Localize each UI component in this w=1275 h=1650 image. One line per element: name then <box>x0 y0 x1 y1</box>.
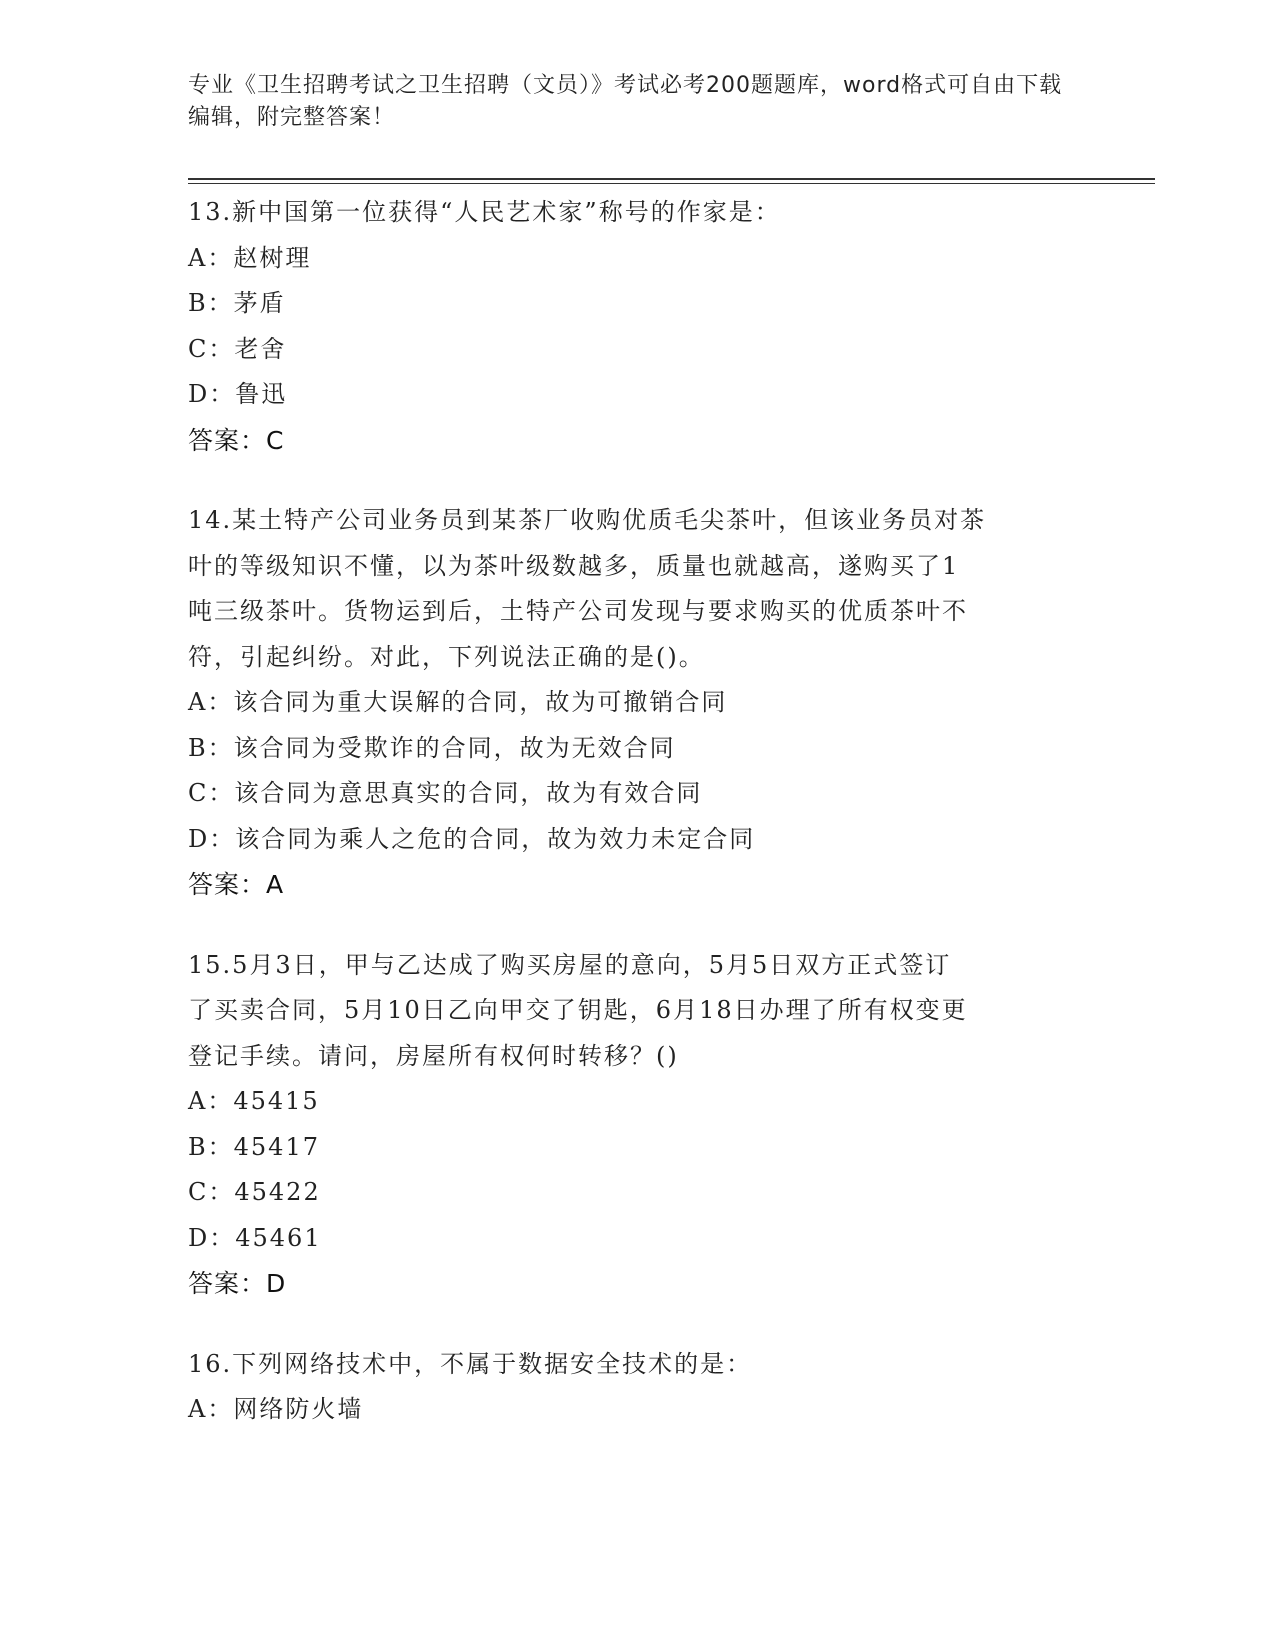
question-15 <box>188 943 1088 1307</box>
option-d: D：鲁迅 <box>188 380 288 408</box>
option-b: B：该合同为受欺诈的合同，故为无效合同 <box>188 733 676 762</box>
option-b: B：茅盾 <box>188 289 286 317</box>
option-a: A：该合同为重大误解的合同，故为可撤销合同 <box>188 688 728 716</box>
document-header: 专业《卫生招聘考试之卫生招聘（文员）》考试必考200题题库，word格式可自由下载编辑，附完整答案！ <box>188 73 1063 130</box>
answer-line: 答案：C <box>188 425 285 455</box>
question-16 <box>188 1342 1088 1433</box>
option-a: A：网络防火墙 <box>188 1395 364 1423</box>
answer-line: 答案：D <box>188 1269 287 1298</box>
question-stem: 叶的等级知识不懂，以为茶叶级数越多，质量也就越高，遂购买了1 <box>188 551 960 580</box>
option-b: B：45417 <box>188 1132 320 1161</box>
option-c: C：老舍 <box>188 334 287 363</box>
header-divider <box>188 178 1155 184</box>
question-list <box>188 190 1088 1468</box>
question-stem: 13.新中国第一位获得“人民艺术家”称号的作家是： <box>188 198 781 226</box>
question-stem: 吨三级茶叶。货物运到后，土特产公司发现与要求购买的优质茶叶不 <box>188 597 968 625</box>
question-stem: 了买卖合同，5月10日乙向甲交了钥匙，6月18日办理了所有权变更 <box>188 996 968 1024</box>
question-stem: 15.5月3日，甲与乙达成了购买房屋的意向，5月5日双方正式签订 <box>188 950 952 979</box>
option-a: A：45415 <box>188 1087 320 1115</box>
answer-line: 答案：A <box>188 870 285 899</box>
question-stem: 16.下列网络技术中，不属于数据安全技术的是： <box>188 1349 753 1378</box>
option-a: A：赵树理 <box>188 243 312 272</box>
option-d: D：45461 <box>188 1223 322 1252</box>
option-d: D：该合同为乘人之危的合同，故为效力未定合同 <box>188 824 756 853</box>
option-c: C：45422 <box>188 1178 321 1206</box>
question-stem: 14.某土特产公司业务员到某茶厂收购优质毛尖茶叶，但该业务员对茶 <box>188 506 987 534</box>
question-14 <box>188 498 1088 908</box>
question-stem: 登记手续。请问，房屋所有权何时转移？() <box>188 1041 679 1070</box>
question-stem: 符，引起纠纷。对此，下列说法正确的是()。 <box>188 642 705 671</box>
option-c: C：该合同为意思真实的合同，故为有效合同 <box>188 779 703 807</box>
question-13 <box>188 190 1088 463</box>
